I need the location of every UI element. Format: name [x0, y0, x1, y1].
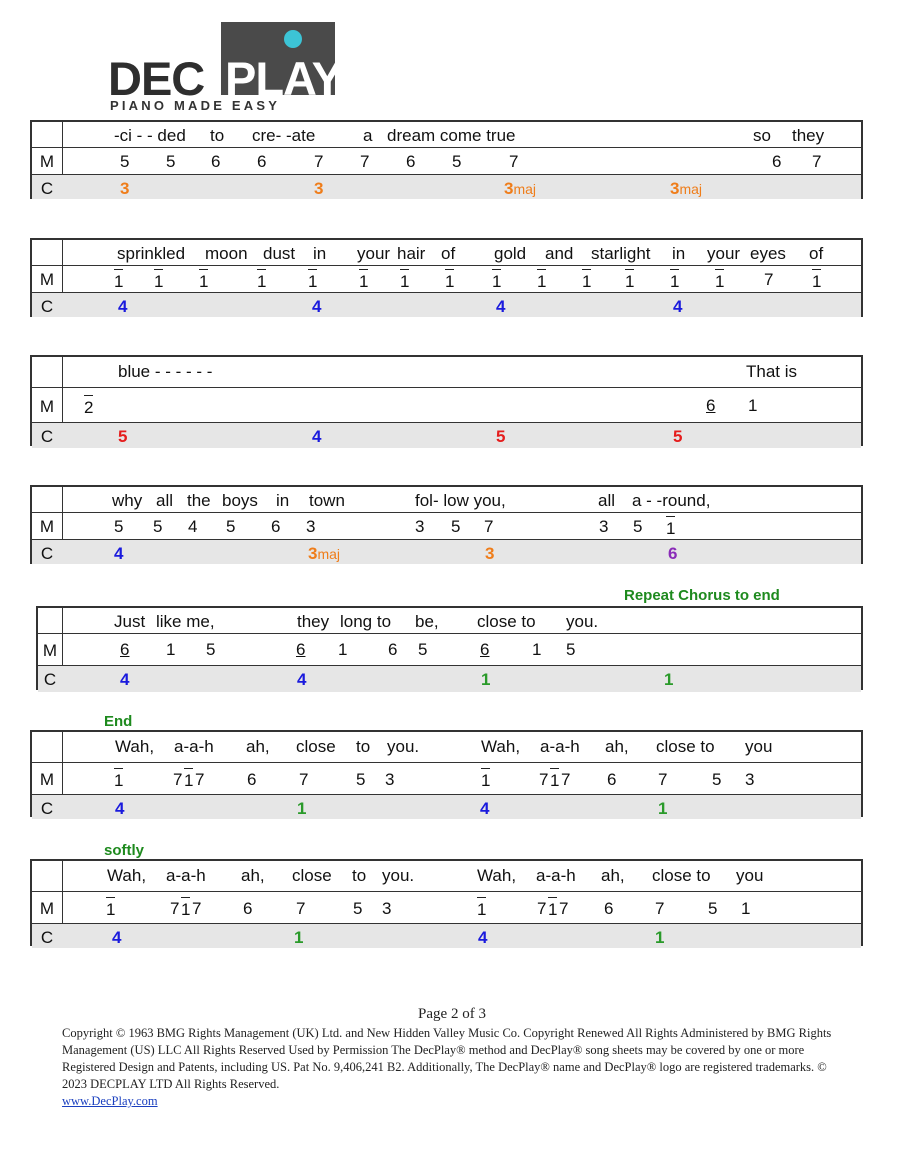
melody-note: 5 — [226, 517, 236, 536]
lyric: you. — [382, 866, 415, 885]
melody-note: 1 — [625, 269, 634, 290]
chord-symbol: 4 — [673, 297, 683, 316]
melody-note: 5 — [452, 152, 462, 171]
melody-row-label: M — [39, 770, 55, 789]
melody-note: 7 — [812, 152, 822, 171]
music-system-6 — [30, 730, 863, 817]
melody-note: 7 — [195, 770, 205, 789]
melody-note: 7 — [299, 770, 309, 789]
melody-note: 5 — [633, 517, 643, 536]
lyric: ah, — [246, 737, 270, 756]
lyric: ah, — [601, 866, 625, 885]
lyric: in — [313, 244, 327, 263]
melody-row-label: M — [39, 899, 55, 918]
lyric: eyes — [750, 244, 786, 263]
chord-symbol: 4 — [496, 297, 506, 316]
melody-note: 5 — [120, 152, 130, 171]
chord-symbol: 4 — [112, 928, 122, 947]
chord-row — [32, 539, 861, 564]
chord-row-label: C — [40, 799, 54, 818]
lyric: to — [356, 737, 371, 756]
lyric: gold — [494, 244, 527, 263]
melody-note: 6 — [706, 396, 716, 415]
melody-row — [32, 762, 861, 794]
melody-note: 1 — [308, 269, 317, 290]
lyric: close — [296, 737, 336, 756]
lyric: of — [809, 244, 824, 263]
chord-symbol: 3maj — [670, 179, 703, 198]
chord-row-label: C — [40, 179, 54, 198]
chord-symbol: 4 — [312, 427, 322, 446]
melody-note: 6 — [120, 640, 130, 659]
chord-symbol: 4 — [120, 670, 130, 689]
lyric: all — [156, 491, 174, 510]
melody-note: 6 — [243, 899, 253, 918]
chord-symbol: 4 — [114, 544, 124, 563]
melody-note: 5 — [114, 517, 124, 536]
lyric: close to — [656, 737, 715, 756]
logo-play-text: PLAY — [225, 52, 343, 105]
melody-note: 7 — [484, 517, 494, 536]
melody-note: 7 — [296, 899, 306, 918]
chord-symbol: 3maj — [504, 179, 537, 198]
lyric: your — [707, 244, 741, 263]
melody-note: 7 — [561, 770, 571, 789]
logo-dot-icon — [284, 30, 302, 48]
lyric: ah, — [241, 866, 265, 885]
melody-note: 6 — [211, 152, 221, 171]
melody-note: 7 — [509, 152, 519, 171]
melody-note: 7 — [559, 899, 569, 918]
logo-dec-text: DEC — [108, 52, 205, 105]
lyric: you. — [387, 737, 420, 756]
melody-note: 6 — [607, 770, 617, 789]
lyrics-row — [32, 487, 861, 512]
melody-row — [38, 633, 861, 665]
lyric: a - -round, — [632, 491, 711, 510]
lyrics-row — [32, 732, 861, 762]
melody-note: 1 — [666, 516, 675, 537]
chord-symbol: 4 — [312, 297, 322, 316]
logo-tagline: PIANO MADE EASY — [110, 98, 281, 113]
melody-note: 3 — [415, 517, 425, 536]
chord-symbol: 1 — [481, 670, 491, 689]
melody-note: 1 — [537, 269, 546, 290]
lyric: close to — [477, 612, 536, 631]
melody-note: 1 — [481, 768, 490, 789]
lyric: you. — [566, 612, 599, 631]
lyrics-row — [38, 608, 861, 633]
chord-row-label: C — [40, 427, 54, 446]
lyric: Wah, — [481, 737, 521, 756]
melody-note: 1 — [532, 640, 542, 659]
chord-symbol: 1 — [658, 799, 668, 818]
chord-row-label: C — [43, 670, 57, 689]
chord-symbol: 4 — [118, 297, 128, 316]
lyric: all — [598, 491, 616, 510]
lyric: like me, — [156, 612, 215, 631]
lyric: hair — [397, 244, 426, 263]
melody-note: 3 — [385, 770, 395, 789]
chord-row — [38, 665, 861, 692]
melody-note: 1 — [199, 269, 208, 290]
melody-note: 6 — [271, 517, 281, 536]
chord-symbol: 3 — [120, 179, 130, 198]
lyric: why — [112, 491, 143, 510]
music-system-1 — [30, 120, 863, 199]
melody-note: 1 — [359, 269, 368, 290]
page-footer — [62, 1006, 842, 1110]
melody-row — [32, 891, 861, 923]
lyric: of — [441, 244, 456, 263]
melody-note: 1 — [166, 640, 176, 659]
melody-row-label: M — [39, 517, 55, 536]
melody-note: 7 — [539, 770, 549, 789]
chord-symbol: 1 — [294, 928, 304, 947]
melody-note: 5 — [356, 770, 366, 789]
lyric: in — [672, 244, 686, 263]
melody-note: 1 — [257, 269, 266, 290]
chord-row-label: C — [40, 544, 54, 563]
chord-symbol: 4 — [480, 799, 490, 818]
melody-row-label: M — [39, 270, 55, 289]
lyric: -ci - - ded — [114, 126, 186, 145]
lyric: blue - - - - - - — [118, 362, 213, 381]
melody-note: 1 — [550, 768, 559, 789]
lyric: a-a-h — [536, 866, 576, 885]
lyric: ah, — [605, 737, 629, 756]
lyric: in — [276, 491, 290, 510]
melody-note: 6 — [247, 770, 257, 789]
softly-label: softly — [104, 842, 145, 859]
melody-note: 1 — [748, 396, 758, 415]
melody-note: 7 — [655, 899, 665, 918]
melody-note: 1 — [741, 899, 751, 918]
melody-note: 5 — [166, 152, 176, 171]
melody-row-label: M — [42, 641, 58, 660]
melody-note: 5 — [418, 640, 428, 659]
melody-row — [32, 147, 861, 174]
melody-note: 7 — [360, 152, 370, 171]
chord-symbol: 5 — [496, 427, 506, 446]
lyric: a-a-h — [174, 737, 214, 756]
music-system-4 — [30, 485, 863, 564]
chord-symbol: 4 — [478, 928, 488, 947]
melody-note: 1 — [492, 269, 501, 290]
chord-symbol: 1 — [664, 670, 674, 689]
melody-note: 7 — [314, 152, 324, 171]
lyric: a-a-h — [540, 737, 580, 756]
lyric: long to — [340, 612, 392, 631]
chord-row — [32, 923, 861, 948]
lyric: Wah, — [477, 866, 517, 885]
repeat-chorus-label: Repeat Chorus to end — [624, 587, 780, 604]
melody-note: 7 — [192, 899, 202, 918]
melody-note: 7 — [658, 770, 668, 789]
lyric: dust — [263, 244, 296, 263]
chord-row-label: C — [40, 928, 54, 947]
melody-row — [32, 512, 861, 539]
chord-row — [32, 794, 861, 819]
melody-note: 1 — [114, 269, 123, 290]
melody-note: 7 — [170, 899, 180, 918]
chord-symbol: 3 — [485, 544, 495, 563]
lyric: you — [736, 866, 764, 885]
lyrics-row — [32, 861, 861, 891]
lyric: town — [309, 491, 345, 510]
melody-note: 1 — [114, 768, 123, 789]
melody-note: 6 — [406, 152, 416, 171]
lyric: boys — [222, 491, 258, 510]
copyright-notice: Copyright © 1963 BMG Rights Management (UK) Ltd. and New Hidden Valley Music Co. Copyright Renewed All Rights Administered by BMG Rights Management (US) LLC All Rights Reserved Used by Permission The DecPlay® method and DecPlay® song sheets may be covered by one or more Registered Design and Patents, including US. Pat No. 9,406,241 B2. Additionally, The DecPlay® name and DecPlay® logo are registered trademarks. © 2023 DECPLAY LTD All Rights Reserved. — [62, 1026, 832, 1091]
lyrics-row — [32, 357, 861, 387]
melody-note: 1 — [670, 269, 679, 290]
melody-note: 3 — [306, 517, 316, 536]
chord-symbol: 3 — [314, 179, 324, 198]
melody-note: 6 — [257, 152, 267, 171]
lyrics-row — [32, 240, 861, 265]
melody-note: 6 — [388, 640, 398, 659]
chord-symbol: 6 — [668, 544, 678, 563]
melody-note: 6 — [772, 152, 782, 171]
lyric: Just — [114, 612, 146, 631]
lyric: they — [792, 126, 825, 145]
lyric: a-a-h — [166, 866, 206, 885]
chord-symbol: 4 — [115, 799, 125, 818]
melody-note: 3 — [599, 517, 609, 536]
melody-row — [32, 387, 861, 422]
melody-note: 1 — [715, 269, 724, 290]
melody-note: 5 — [153, 517, 163, 536]
lyric: moon — [205, 244, 248, 263]
melody-note: 5 — [353, 899, 363, 918]
lyric: Wah, — [107, 866, 147, 885]
melody-note: 1 — [154, 269, 163, 290]
melody-note: 3 — [745, 770, 755, 789]
music-system-5 — [36, 606, 863, 690]
chord-symbol: 1 — [655, 928, 665, 947]
melody-note: 5 — [708, 899, 718, 918]
melody-note: 1 — [548, 897, 557, 918]
page-number: Page 2 of 3 — [418, 1006, 486, 1022]
lyric: That is — [746, 362, 798, 381]
lyric: dream come true — [387, 126, 516, 145]
lyrics-row — [32, 122, 861, 147]
music-system-7 — [30, 859, 863, 946]
melody-note: 1 — [181, 897, 190, 918]
melody-note: 6 — [296, 640, 306, 659]
melody-row-label: M — [39, 397, 55, 416]
chord-row — [32, 292, 861, 317]
melody-note: 1 — [184, 768, 193, 789]
lyric: starlight — [591, 244, 651, 263]
melody-note: 4 — [188, 517, 198, 536]
melody-note: 1 — [582, 269, 591, 290]
chord-symbol: 3maj — [308, 544, 341, 563]
melody-note: 1 — [445, 269, 454, 290]
music-system-2 — [30, 238, 863, 317]
melody-note: 6 — [480, 640, 490, 659]
chord-row-label: C — [40, 297, 54, 316]
melody-note: 1 — [477, 897, 486, 918]
chord-symbol: 1 — [297, 799, 307, 818]
lyric: so — [753, 126, 771, 145]
chord-row — [32, 174, 861, 199]
melody-note: 6 — [604, 899, 614, 918]
lyric: they — [297, 612, 330, 631]
melody-note: 5 — [206, 640, 216, 659]
lyric: the — [187, 491, 211, 510]
lyric: and — [545, 244, 574, 263]
decplay-logo — [108, 22, 343, 114]
lyric: be, — [415, 612, 439, 631]
lyric: fol- low you, — [415, 491, 506, 510]
melody-note: 7 — [764, 270, 774, 289]
lyric: close to — [652, 866, 711, 885]
melody-note: 2 — [84, 395, 93, 416]
lyric: to — [352, 866, 367, 885]
chord-symbol: 5 — [118, 427, 128, 446]
melody-note: 1 — [338, 640, 348, 659]
melody-note: 5 — [712, 770, 722, 789]
melody-row — [32, 265, 861, 292]
lyric: you — [745, 737, 773, 756]
melody-note: 7 — [173, 770, 183, 789]
lyric: your — [357, 244, 391, 263]
lyric: sprinkled — [117, 244, 186, 263]
chord-row — [32, 422, 861, 448]
lyric: a — [363, 126, 373, 145]
melody-note: 3 — [382, 899, 392, 918]
decplay-website-link[interactable]: www.DecPlay.com — [62, 1094, 158, 1108]
melody-row-label: M — [39, 152, 55, 171]
melody-note: 5 — [451, 517, 461, 536]
lyric: close — [292, 866, 332, 885]
end-label: End — [104, 713, 133, 730]
melody-note: 1 — [106, 897, 115, 918]
music-system-3 — [30, 355, 863, 446]
melody-note: 5 — [566, 640, 576, 659]
lyric: to — [210, 126, 225, 145]
chord-symbol: 4 — [297, 670, 307, 689]
melody-note: 1 — [812, 269, 821, 290]
melody-note: 1 — [400, 269, 409, 290]
chord-symbol: 5 — [673, 427, 683, 446]
lyric: Wah, — [115, 737, 155, 756]
melody-note: 7 — [537, 899, 547, 918]
lyric: cre- -ate — [252, 126, 316, 145]
